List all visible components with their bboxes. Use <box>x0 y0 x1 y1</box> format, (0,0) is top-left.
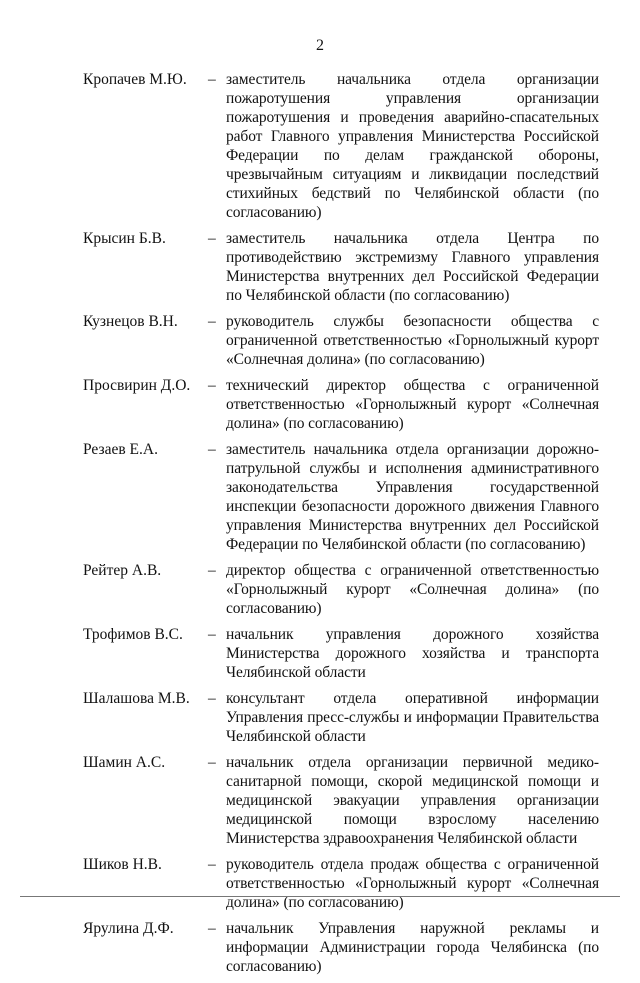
member-entry <box>83 440 599 554</box>
member-position: заместитель начальника отдела Центра по противодействию экстремизму Главного управления Министерства внутренних дел Российской Федерации по Челябинской области (по согласованию) <box>226 230 599 304</box>
page-number: 2 <box>316 37 324 54</box>
member-name: Шиков Н.В. <box>83 856 162 873</box>
member-name: Шамин А.С. <box>83 754 166 771</box>
dash-separator: – <box>208 71 216 88</box>
dash-separator: – <box>208 690 216 707</box>
member-name: Кузнецов В.Н. <box>83 313 178 330</box>
member-entry <box>83 689 599 746</box>
member-position: начальник Управления наружной рекламы и информации Администрации города Челябинска (по согласованию) <box>226 920 599 975</box>
member-name: Кропачев М.Ю. <box>83 71 187 88</box>
member-name: Просвирин Д.О. <box>83 377 191 394</box>
member-position: заместитель начальника отдела организации пожаротушения управления организации пожаротушения и проведения аварийно-спасательных работ Главного управления Министерства Российской Федерации по делам гражданской обороны, чрезвычайным ситуациям и ликвидации последствий стихийных бедствий по Челябинской области (по согласованию) <box>226 71 599 221</box>
dash-separator: – <box>208 626 216 643</box>
member-name: Крысин Б.В. <box>83 230 166 247</box>
member-name: Трофимов В.С. <box>83 626 183 643</box>
dash-separator: – <box>208 230 216 247</box>
member-position: начальник отдела организации первичной медико-санитарной помощи, скорой медицинской помощи и медицинской эвакуации управления организации медицинской помощи взрослому населению Министерства здравоохранения Челябинской области <box>226 754 599 847</box>
dash-separator: – <box>208 441 216 458</box>
member-entry <box>83 376 599 433</box>
member-position: заместитель начальника отдела организации дорожно-патрульной службы и исполнения административного законодательства Управления государственной инспекции безопасности дорожного движения Главного управления Министерства внутренних дел Российской Федерации по Челябинской области (по согласованию) <box>226 441 599 553</box>
dash-separator: – <box>208 920 216 937</box>
member-entry <box>83 855 599 912</box>
member-list <box>83 70 599 983</box>
member-entry <box>83 70 599 222</box>
bottom-rule <box>20 896 620 897</box>
member-entry <box>83 229 599 305</box>
member-name: Шалашова М.В. <box>83 690 190 707</box>
member-name: Рейтер А.В. <box>83 562 162 579</box>
member-position: руководитель службы безопасности общества с ограниченной ответственностью «Горнолыжный курорт «Солнечная долина» (по согласованию) <box>226 313 599 368</box>
member-entry <box>83 919 599 976</box>
member-position: консультант отдела оперативной информации Управления пресс-службы и информации Правительства Челябинской области <box>226 690 599 745</box>
member-position: руководитель отдела продаж общества с ограниченной ответственностью «Горнолыжный курорт «Солнечная долина» (по согласованию) <box>226 856 599 911</box>
dash-separator: – <box>208 313 216 330</box>
member-position: начальник управления дорожного хозяйства Министерства дорожного хозяйства и транспорта Челябинской области <box>226 626 599 681</box>
dash-separator: – <box>208 562 216 579</box>
member-entry <box>83 753 599 848</box>
member-entry <box>83 312 599 369</box>
member-position: технический директор общества с ограниченной ответственностью «Горнолыжный курорт «Солнечная долина» (по согласованию) <box>226 377 599 432</box>
member-position: директор общества с ограниченной ответственностью «Горнолыжный курорт «Солнечная долина» (по согласованию) <box>226 562 599 617</box>
dash-separator: – <box>208 856 216 873</box>
member-entry <box>83 561 599 618</box>
dash-separator: – <box>208 754 216 771</box>
member-entry <box>83 625 599 682</box>
member-name: Ярулина Д.Ф. <box>83 920 174 937</box>
dash-separator: – <box>208 377 216 394</box>
member-name: Резаев Е.А. <box>83 441 158 458</box>
